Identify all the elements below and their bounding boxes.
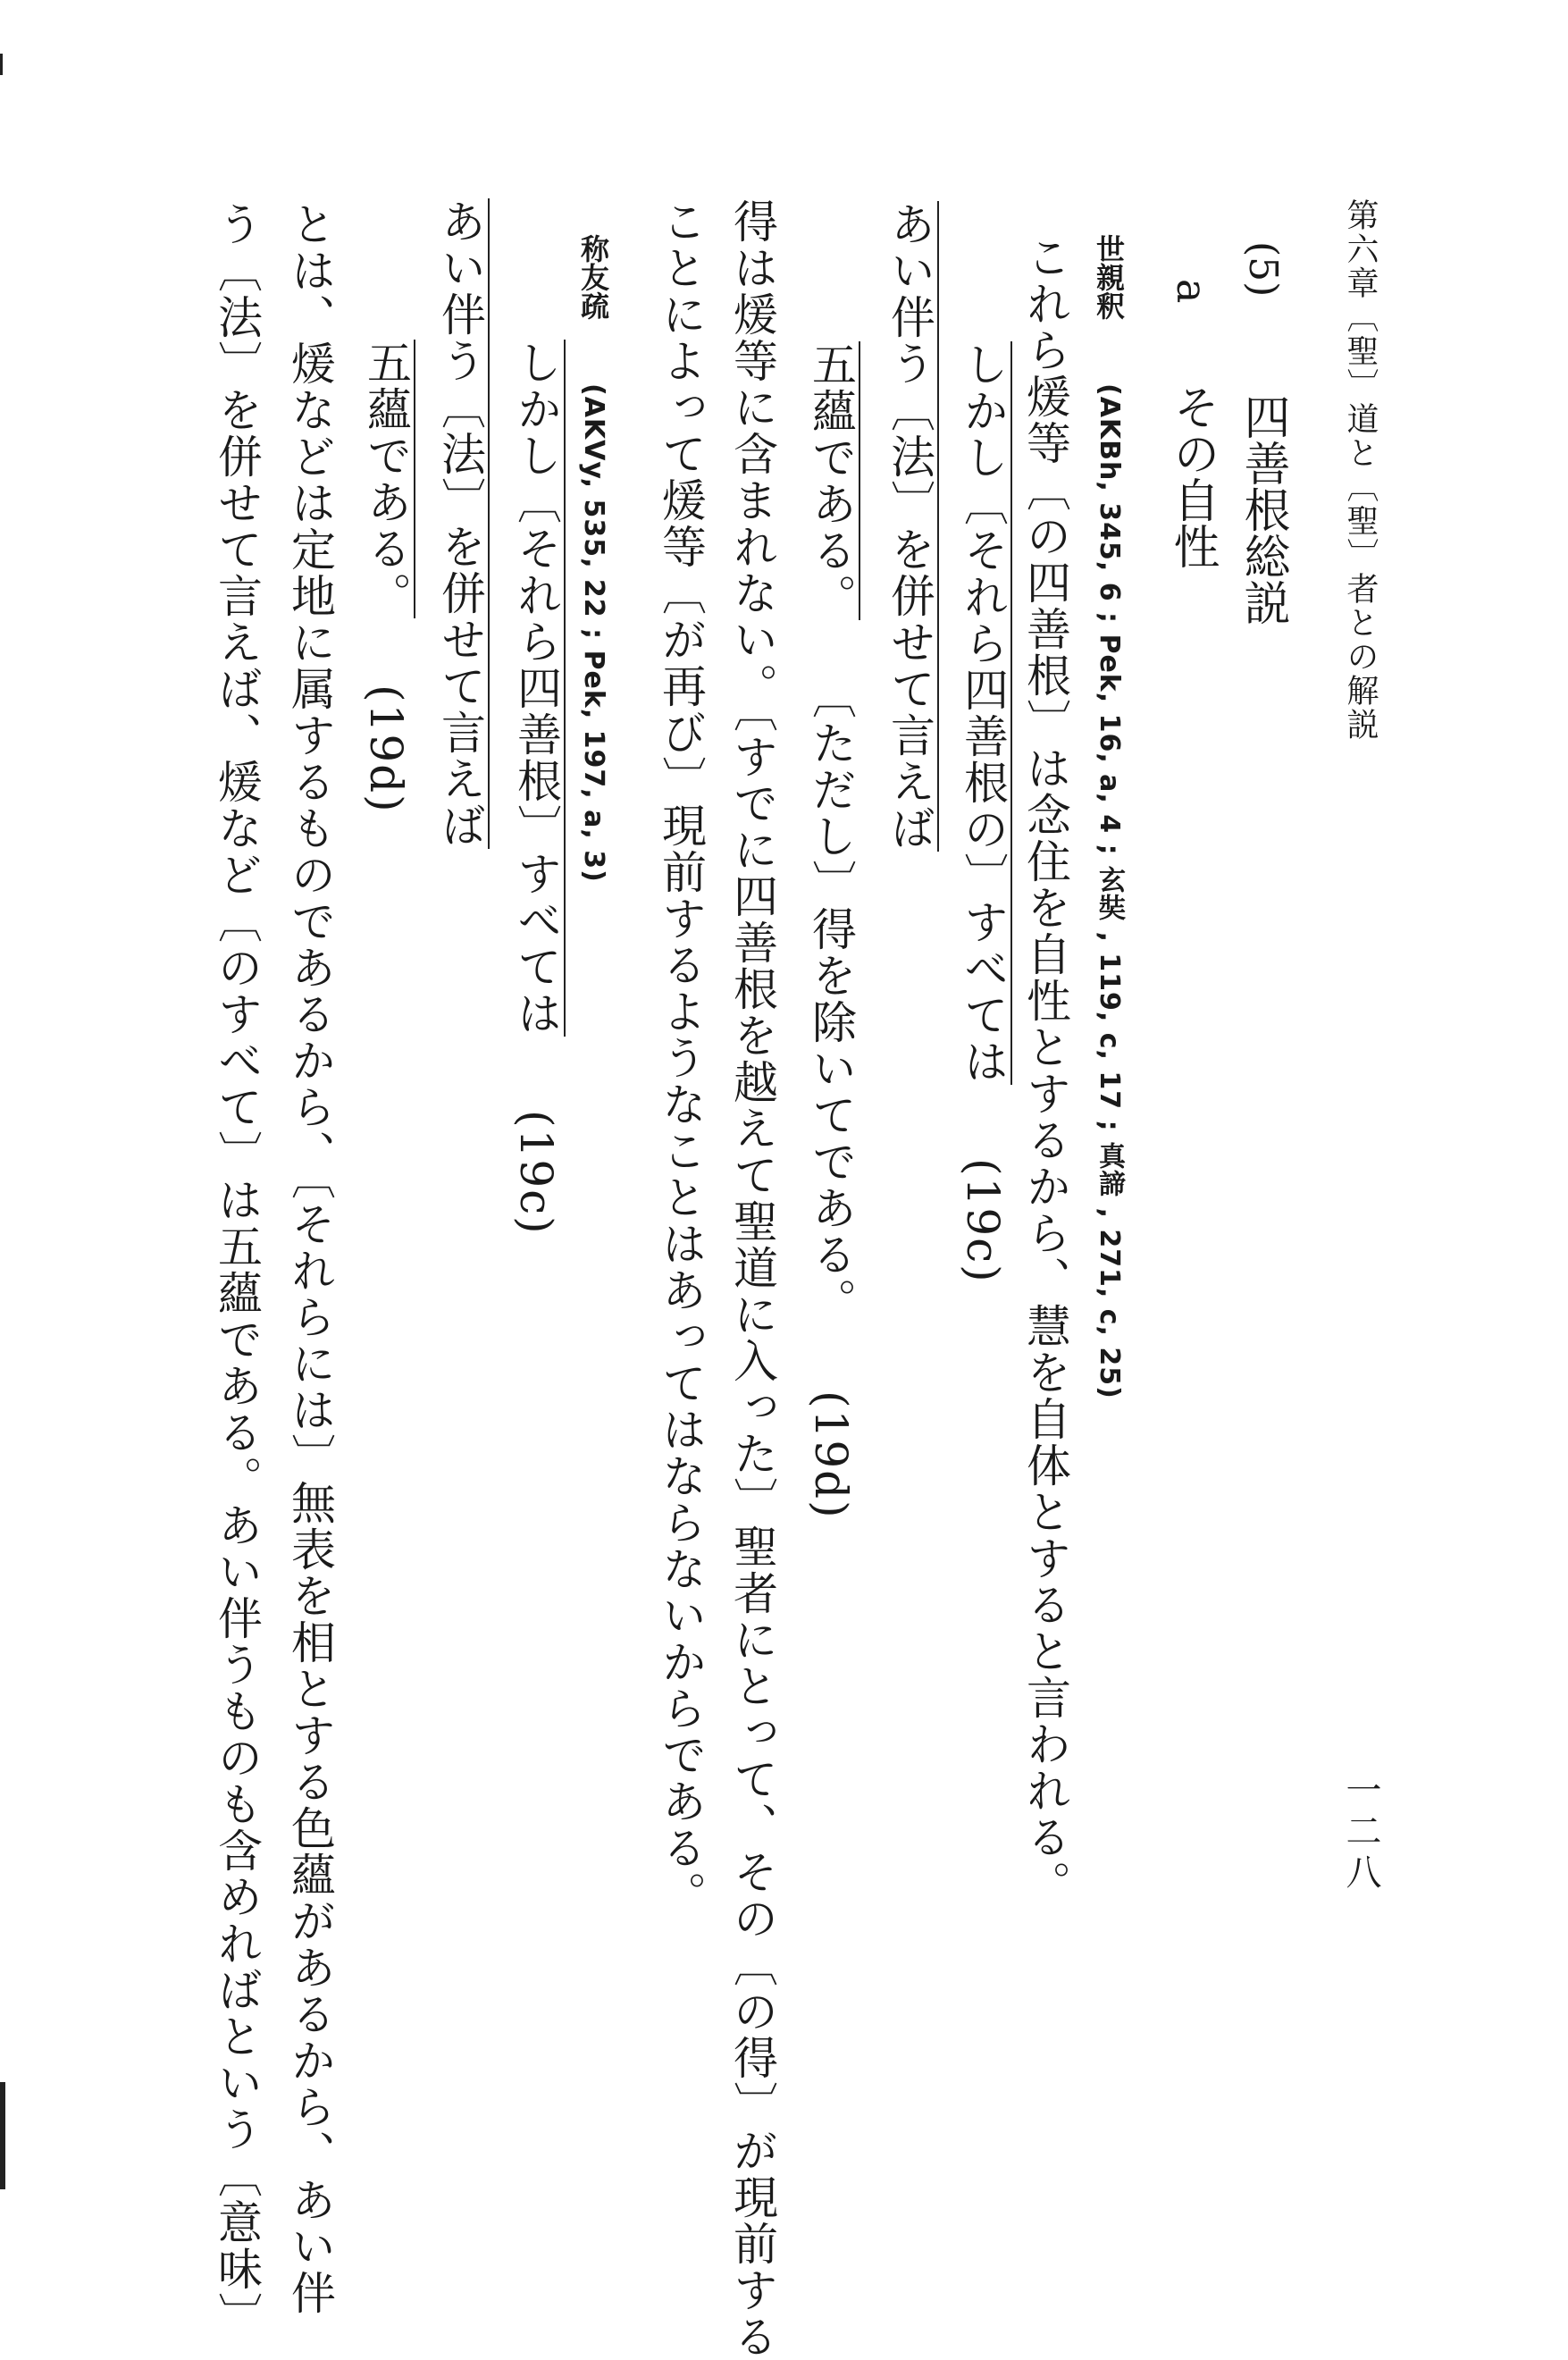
source-ref-2: (AKVy, 535, 22 ; Pek, 197, a, 3) (578, 383, 609, 883)
subsection-title: その自性 (1165, 383, 1219, 570)
source-label-1: 世親釈 (1092, 234, 1126, 320)
source-label-2: 称友疏 (576, 234, 610, 320)
subsection-heading (1165, 279, 1219, 570)
verse-2c-number: (19d) (360, 684, 412, 814)
page-number: 一二八 (1340, 1771, 1381, 1894)
verse-2a-number: (19c) (510, 1110, 562, 1236)
section-number: (5) (1240, 241, 1286, 298)
text-line-1: これら煖等〔の四善根〕は念住を自性とするから、慧を自体とすると言われる。 (1019, 234, 1071, 1907)
verse-1c-number: (19d) (805, 1390, 857, 1520)
verse-1b (884, 201, 935, 852)
source-citation-2 (576, 234, 610, 883)
verse-1a (957, 341, 1009, 1284)
verse-2c (360, 340, 412, 814)
section-title: 四善根総説 (1236, 393, 1289, 626)
text-line-3: ことによって煖等〔が再び〕現前するようなことはあってはならないからである。 (655, 198, 707, 1918)
verse-2a (510, 340, 562, 1236)
section-heading (1236, 241, 1289, 626)
text-line-5: う〔法〕を併せて言えば、煖など〔のすべて〕は五蘊である。あい伴うものも含めればという〔意味〕 (211, 201, 263, 2339)
verse-1c (805, 341, 857, 1520)
source-citation-1 (1092, 234, 1126, 1399)
scan-edge-mark (0, 54, 3, 75)
verse-1c-text: 五蘊である。 (805, 341, 860, 620)
text-line-2: 得は煖等に含まれない。〔すでに四善根を越えて聖道に入った〕聖者にとって、その〔の得〕が現前する (726, 198, 778, 2360)
text-line-4: とは、煖などは定地に属するものであるから、〔それらには〕無表を相とする色蘊があるから、あい伴 (284, 201, 336, 2316)
verse-2b-text: あい伴う〔法〕を併せて言えば (434, 198, 490, 849)
verse-1a-text: しかし〔それら四善根の〕すべては (957, 341, 1012, 1085)
verse-1c-tail: 〔ただし〕得を除いてである。 (805, 674, 857, 1324)
subsection-label: a (1168, 279, 1216, 304)
running-head: 第六章〔聖〕道と〔聖〕者との解説 (1342, 198, 1379, 742)
source-ref-1: (AKBh, 345, 6 ; Pek, 16, a, 4 ; 玄奘 , 119, c, 17 ; 真諦 , 271, c, 25) (1094, 383, 1125, 1399)
scan-edge-mark (0, 2082, 5, 2189)
verse-1b-text: あい伴う〔法〕を併せて言えば (884, 201, 939, 852)
verse-2a-text: しかし〔それら四善根〕すべては (510, 340, 566, 1037)
verse-2b (434, 198, 486, 849)
verse-2c-text: 五蘊である。 (360, 340, 415, 618)
verse-1a-number: (19c) (957, 1158, 1009, 1284)
